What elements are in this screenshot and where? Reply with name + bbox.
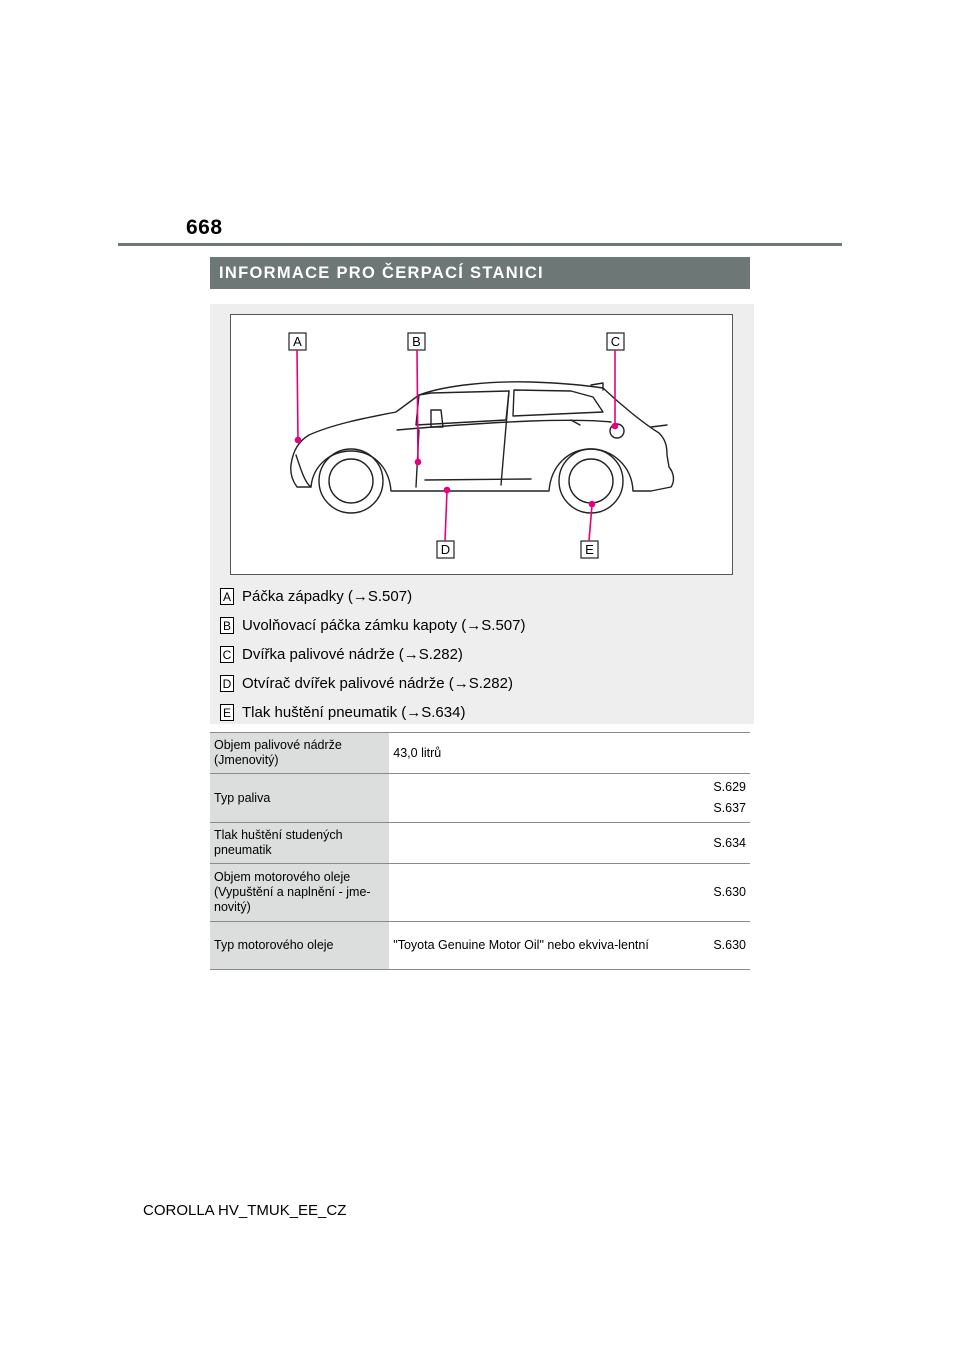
row-value — [389, 774, 658, 823]
header-rule — [118, 243, 842, 246]
leader-d — [445, 491, 447, 541]
legend-item — [220, 698, 525, 727]
legend-letter: E — [220, 704, 234, 721]
callout-label-d: D — [440, 542, 451, 557]
page-reference: S.637 — [713, 801, 746, 815]
leader-dot-d — [445, 488, 450, 493]
row-label: Typ motorového oleje — [210, 922, 389, 970]
legend-text: Uvolňovací páčka zámku kapoty (→S.507) — [242, 617, 526, 634]
row-label: Tlak huštění studených pneumatik — [210, 823, 389, 864]
legend-letter: B — [220, 617, 234, 634]
page-reference: S.634 — [713, 835, 746, 850]
table-row — [210, 823, 750, 864]
row-value: "Toyota Genuine Motor Oil" nebo ekviva-lentní — [389, 922, 658, 970]
table-row — [210, 733, 750, 774]
car-side-illustration — [231, 315, 734, 576]
leader-dot-c — [613, 424, 618, 429]
legend-text: Otvírač dvířek palivové nádrže (→S.282) — [242, 675, 513, 692]
legend-item — [220, 582, 525, 611]
leader-dot-b — [416, 460, 421, 465]
legend-letter: D — [220, 675, 234, 692]
row-value — [389, 864, 658, 922]
leader-dot-e — [590, 502, 595, 507]
callout-legend — [220, 582, 525, 727]
callout-label-a: A — [293, 334, 302, 349]
legend-item — [220, 669, 525, 698]
row-label: Objem palivové nádrže (Jmenovitý) — [210, 733, 389, 774]
row-reference — [658, 922, 750, 970]
legend-text: Tlak huštění pneumatik (→S.634) — [242, 704, 466, 721]
car-figure — [230, 314, 733, 575]
page-number: 668 — [186, 216, 223, 239]
legend-item — [220, 611, 525, 640]
table-row — [210, 864, 750, 922]
legend-text: Páčka západky (→S.507) — [242, 588, 413, 605]
leader-dot-a — [296, 438, 301, 443]
legend-letter: C — [220, 646, 234, 663]
legend-item — [220, 640, 525, 669]
leader-e — [589, 505, 592, 541]
page-reference: S.630 — [713, 885, 746, 899]
table-row — [210, 922, 750, 970]
row-value — [389, 823, 658, 864]
table-row — [210, 774, 750, 823]
callout-label-b: B — [412, 334, 421, 349]
callout-label-e: E — [585, 542, 594, 557]
row-reference — [658, 774, 750, 823]
document-footer: COROLLA HV_TMUK_EE_CZ — [143, 1202, 347, 1219]
row-label: Objem motorového oleje (Vypuštění a naplnění - jme-novitý) — [210, 864, 389, 922]
callout-label-c: C — [610, 334, 621, 349]
row-value: 43,0 litrů — [389, 733, 658, 774]
section-title: INFORMACE PRO ČERPACÍ STANICI — [210, 257, 750, 289]
legend-letter: A — [220, 588, 234, 605]
leader-a — [297, 350, 298, 439]
page-reference: S.630 — [713, 938, 746, 952]
page-reference: S.629 — [713, 780, 746, 794]
row-label: Typ paliva — [210, 774, 389, 823]
row-reference — [658, 733, 750, 774]
row-reference — [658, 823, 750, 864]
fuel-info-table — [210, 732, 750, 970]
legend-text: Dvířka palivové nádrže (→S.282) — [242, 646, 463, 663]
row-reference — [658, 864, 750, 922]
leader-b — [417, 350, 418, 461]
